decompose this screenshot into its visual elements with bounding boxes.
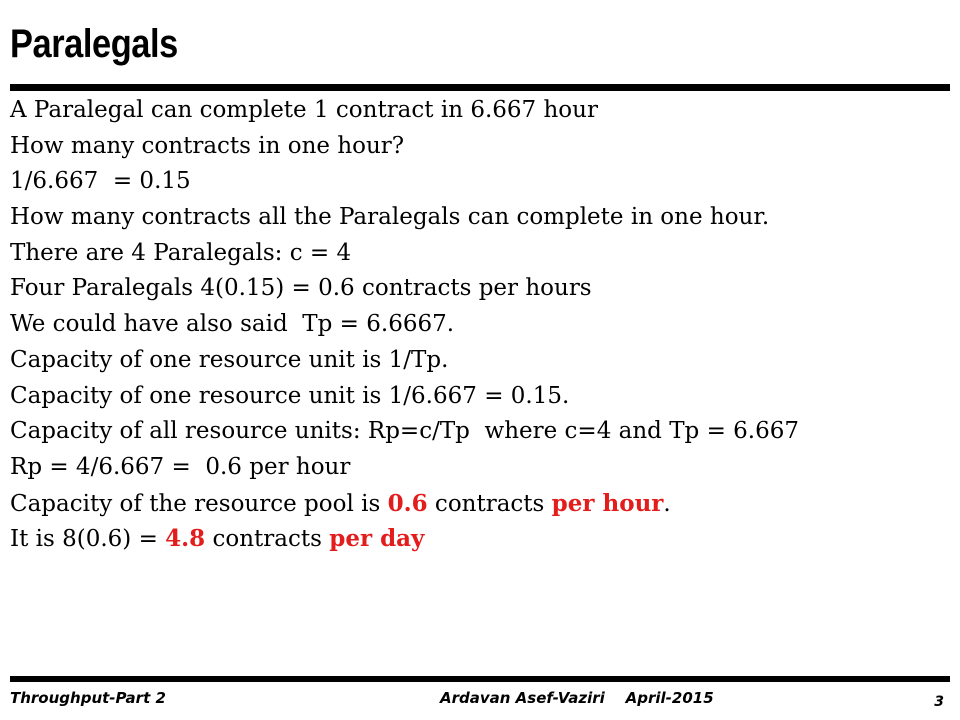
body-line-8: Capacity of one resource unit is 1/Tp.: [10, 346, 449, 373]
body-line-1: A Paralegal can complete 1 contract in 6.667 hour: [10, 97, 598, 123]
body-line-4: How many contracts all the Paralegals can complete in one hour.: [10, 204, 770, 231]
footer-course: Throughput-Part 2: [10, 689, 166, 707]
footer-divider: [10, 676, 950, 682]
body-line-3: 1/6.667 = 0.15: [10, 168, 191, 195]
body-line-2: How many contracts in one hour?: [10, 132, 405, 159]
slide-title: Paralegals: [10, 22, 178, 66]
capacity-unit: per hour: [551, 489, 664, 517]
day-prefix: It is 8(0.6) =: [10, 526, 166, 553]
slide-body: [10, 93, 950, 557]
capacity-suffix: .: [663, 490, 671, 517]
page-number: 3: [934, 694, 944, 710]
footer-author-date: Ardavan Asef-Vaziri April-2015: [440, 689, 714, 707]
body-line-6: Four Paralegals 4(0.15) = 0.6 contracts per hours: [10, 275, 592, 302]
capacity-line: [10, 486, 950, 522]
capacity-middle: contracts: [427, 490, 552, 517]
title-divider: [10, 84, 950, 91]
body-line-10: Capacity of all resource units: Rp=c/Tp where c=4 and Tp = 6.667: [10, 418, 800, 445]
capacity-value: 0.6: [387, 489, 428, 517]
day-unit: per day: [329, 525, 425, 553]
day-line: [10, 521, 950, 557]
body-line-5: There are 4 Paralegals: c = 4: [10, 239, 352, 266]
body-line-11: Rp = 4/6.667 = 0.6 per hour: [10, 453, 351, 480]
body-line-9: Capacity of one resource unit is 1/6.667 = 0.15.: [10, 382, 570, 409]
day-value: 4.8: [165, 525, 206, 553]
capacity-prefix: Capacity of the resource pool is: [10, 490, 388, 517]
day-middle: contracts: [205, 526, 330, 553]
body-line-7: We could have also said Tp = 6.6667.: [10, 311, 455, 338]
